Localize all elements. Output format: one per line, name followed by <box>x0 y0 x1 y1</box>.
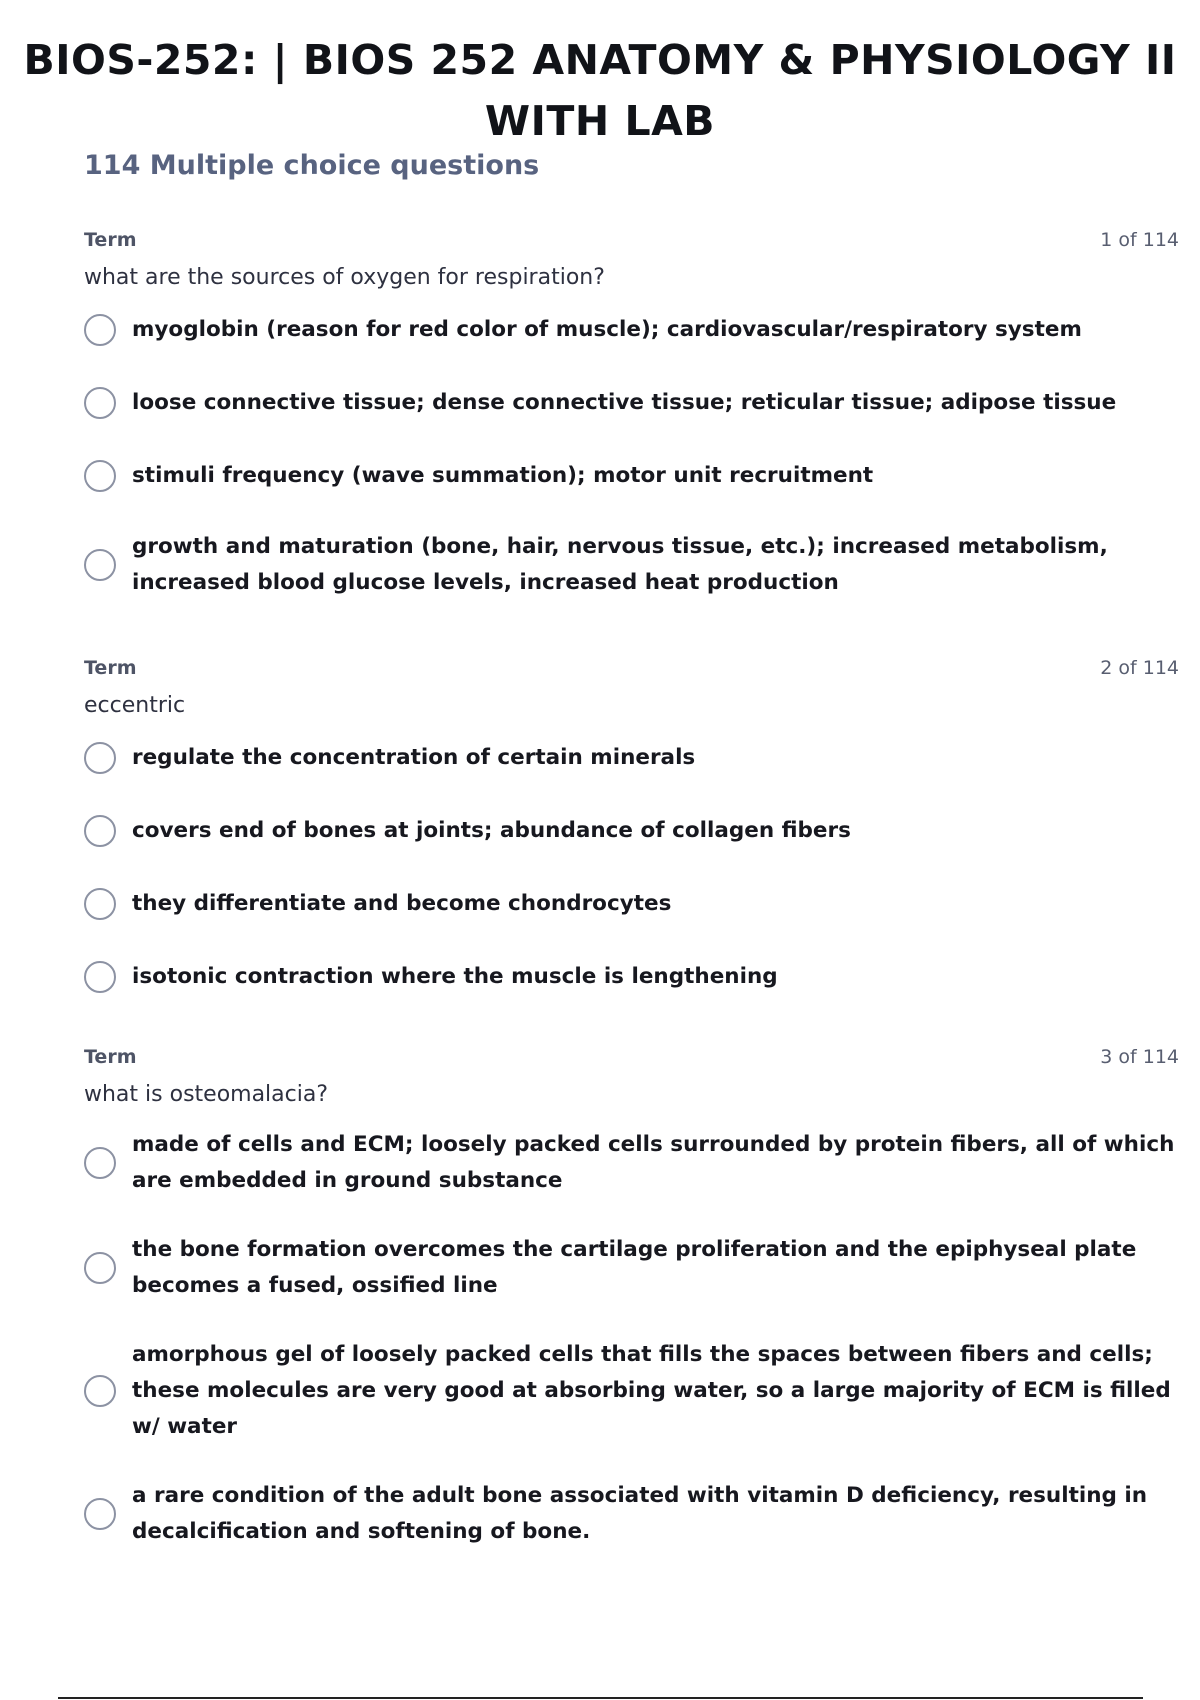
answer-option-text: covers end of bones at joints; abundance of collagen fibers <box>132 818 851 843</box>
answer-option-text: loose connective tissue; dense connective tissue; reticular tissue; adipose tissue <box>132 390 1117 415</box>
radio-button[interactable] <box>84 549 116 581</box>
document-title <box>0 0 1200 152</box>
answer-option-text: stimuli frequency (wave summation); motor unit recruitment <box>132 463 874 488</box>
question-counter: 3 of 114 <box>1100 1046 1179 1068</box>
radio-button[interactable] <box>84 888 116 920</box>
answer-option-text: growth and maturation (bone, hair, nervous tissue, etc.); increased metabolism, increased blood glucose levels, increased heat production <box>132 534 1108 595</box>
term-label: Term <box>84 229 137 251</box>
term-label: Term <box>84 657 137 679</box>
radio-button[interactable] <box>84 1147 116 1179</box>
answer-option-text: myoglobin (reason for red color of muscle); cardiovascular/respiratory system <box>132 317 1082 342</box>
answer-option[interactable] <box>84 957 1179 997</box>
answer-option-text: made of cells and ECM; loosely packed cells surrounded by protein fibers, all of which are embedded in ground substance <box>132 1132 1175 1193</box>
radio-button[interactable] <box>84 1375 116 1407</box>
answer-option[interactable] <box>84 529 1179 601</box>
answer-option-text: amorphous gel of loosely packed cells that fills the spaces between fibers and cells; these molecules are very good at absorbing water, so a large majority of ECM is filled w/ water <box>132 1342 1171 1439</box>
answer-option[interactable] <box>84 1232 1179 1304</box>
radio-button[interactable] <box>84 1252 116 1284</box>
answer-option[interactable] <box>84 884 1179 924</box>
answer-option-text: regulate the concentration of certain minerals <box>132 745 696 770</box>
question-1 <box>84 225 1179 601</box>
answer-option[interactable] <box>84 1478 1179 1550</box>
answer-options <box>84 310 1179 601</box>
answer-option[interactable] <box>84 811 1179 851</box>
question-2 <box>84 653 1179 997</box>
question-prompt: what are the sources of oxygen for respiration? <box>84 265 605 290</box>
term-header <box>84 225 1179 255</box>
document-title-line-1: BIOS-252: | BIOS 252 ANATOMY & PHYSIOLOGY II <box>23 36 1177 84</box>
question-prompt: eccentric <box>84 693 186 718</box>
radio-button[interactable] <box>84 1498 116 1530</box>
radio-button[interactable] <box>84 460 116 492</box>
answer-option-text: a rare condition of the adult bone associated with vitamin D deficiency, resulting in decalcification and softening of bone. <box>132 1483 1148 1544</box>
answer-options <box>84 1127 1179 1550</box>
answer-option[interactable] <box>84 738 1179 778</box>
answer-option[interactable] <box>84 310 1179 350</box>
answer-option-text: they differentiate and become chondrocytes <box>132 891 672 916</box>
question-counter: 1 of 114 <box>1100 229 1179 251</box>
answer-option-text: isotonic contraction where the muscle is lengthening <box>132 964 778 989</box>
document-title-line-2: WITH LAB <box>484 97 716 145</box>
radio-button[interactable] <box>84 387 116 419</box>
answer-option[interactable] <box>84 383 1179 423</box>
term-header <box>84 1042 1179 1072</box>
radio-button[interactable] <box>84 314 116 346</box>
term-label: Term <box>84 1046 137 1068</box>
question-counter: 2 of 114 <box>1100 657 1179 679</box>
answer-option-text: the bone formation overcomes the cartilage proliferation and the epiphyseal plate becomes a fused, ossified line <box>132 1237 1137 1298</box>
radio-button[interactable] <box>84 961 116 993</box>
answer-option[interactable] <box>84 1337 1179 1445</box>
answer-option[interactable] <box>84 1127 1179 1199</box>
page-bottom-divider <box>58 1697 1143 1699</box>
question-prompt: what is osteomalacia? <box>84 1082 329 1107</box>
radio-button[interactable] <box>84 815 116 847</box>
answer-option[interactable] <box>84 456 1179 496</box>
question-3 <box>84 1042 1179 1550</box>
question-count-heading: 114 Multiple choice questions <box>84 150 540 181</box>
answer-options <box>84 738 1179 997</box>
radio-button[interactable] <box>84 742 116 774</box>
term-header <box>84 653 1179 683</box>
